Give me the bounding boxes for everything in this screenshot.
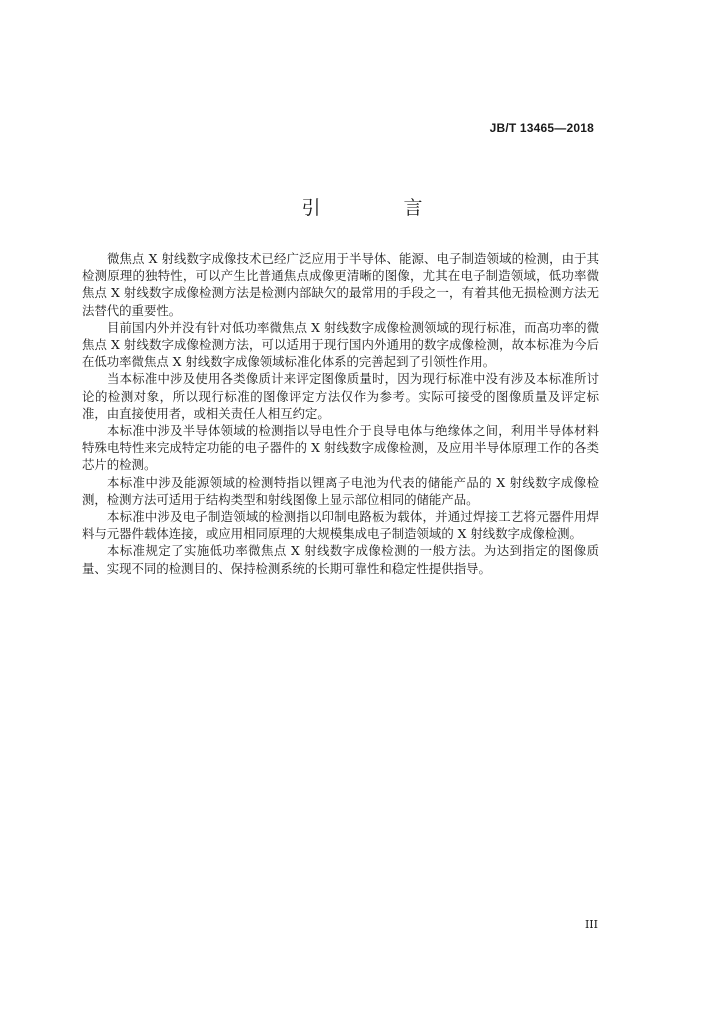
- paragraph: 微焦点 X 射线数字成像技术已经广泛应用于半导体、能源、电子制造领域的检测，由于其检测原理的独特性，可以产生比普通焦点成像更清晰的图像，尤其在电子制造领域，低功率微焦点 X 射线数字成像检测方法是检测内部缺欠的最常用的手段之一，有着其他无损检测方法无法替代的重要性。: [82, 251, 599, 318]
- introduction-body: [82, 250, 599, 577]
- paragraph: 本标准规定了实施低功率微焦点 X 射线数字成像检测的一般方法。为达到指定的图像质量、实现不同的检测目的、保持检测系统的长期可靠性和稳定性提供指导。: [82, 543, 599, 576]
- paragraph: 本标准中涉及半导体领域的检测指以导电性介于良导电体与绝缘体之间，利用半导体材料特殊电特性来完成特定功能的电子器件的 X 射线数字成像检测，及应用半导体原理工作的各类芯片的检测。: [82, 423, 599, 473]
- page-number: III: [584, 918, 598, 931]
- paragraph: 本标准中涉及能源领域的检测特指以锂离子电池为代表的储能产品的 X 射线数字成像检测，检测方法可适用于结构类型和射线图像上显示部位相同的储能产品。: [82, 474, 599, 507]
- page-title: 引 言: [301, 197, 455, 219]
- paragraph: 本标准中涉及电子制造领域的检测指以印制电路板为载体，并通过焊接工艺将元器件用焊料与元器件载体连接，或应用相同原理的大规模集成电子制造领域的 X 射线数字成像检测。: [82, 509, 599, 542]
- paragraph: 当本标准中涉及使用各类像质计来评定图像质量时，因为现行标准中没有涉及本标准所讨论的检测对象，所以现行标准的图像评定方法仅作为参考。实际可接受的图像质量及评定标准，由直接使用者，或相关责任人相互约定。: [82, 371, 599, 421]
- paragraph: 目前国内外并没有针对低功率微焦点 X 射线数字成像检测领域的现行标准，而高功率的微焦点 X 射线数字成像检测方法，可以适用于现行国内外通用的数字成像检测，故本标准为今后在低功率微焦点 X 射线数字成像领域标准化体系的完善起到了引领性作用。: [82, 319, 599, 370]
- document-code: JB/T 13465—2018: [489, 121, 594, 135]
